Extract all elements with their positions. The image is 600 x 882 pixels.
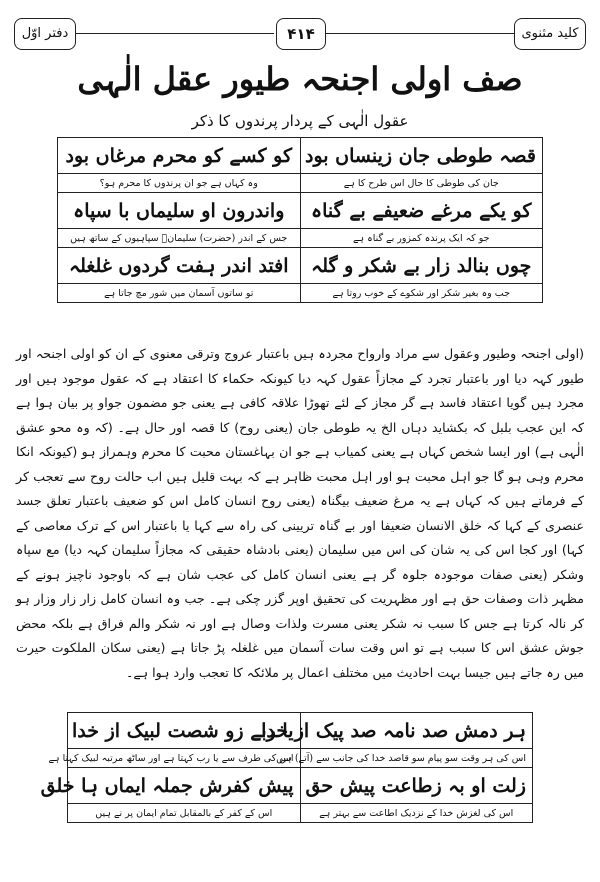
commentary-line: الملکوت حیرت میں رہ جاتے ہیں جیسا بہت احادیث میں مختلف اعمال پر ملائکہ کا تعجب وارد ہوا ہے۔ bbox=[16, 640, 584, 680]
commentary-line: کہ خلق الانسان ضعیفا اور بے گناہ تریینی کی راہ سے کہا یا باعتبار اس کے ترک معاصی کے کہا) اور کجا اس کی یہ bbox=[16, 517, 584, 557]
page-number: ۴۱۴ bbox=[276, 18, 326, 50]
verse-right: زلت او بہ زطاعت پیش حق bbox=[300, 768, 533, 804]
gloss-right: جو کہ ایک پرندہ کمزور بے گناہ ہے bbox=[300, 229, 543, 248]
gloss-left: اس کے کفر کے بالمقابل تمام ایمان پر نے ہیں bbox=[68, 804, 301, 823]
gloss-left: وہ کہاں ہے جو ان پرندوں کا محرم ہو؟ bbox=[58, 174, 301, 193]
commentary-paragraph bbox=[16, 342, 584, 710]
commentary-line: انسان کامل کی عجب شان ہے کہ باوجود ناچیز ہونے کے مظہر ذات وصفات حق ہے اور مظہریت کی تحقیق اوپر bbox=[16, 566, 584, 606]
commentary-line: روح) کا قصہ اور حال ہے۔ (کہ وہ محو عشق الٰہی ہے) اور ایسا شخص کہاں ہے یعنی کمیاب ہے جو ان بہاغستان محبت کا bbox=[16, 419, 585, 459]
verse-table-2 bbox=[40, 712, 533, 823]
commentary-line: گزر چکی ہے۔ جب وہ انسان کامل زار زار وزار ہو کر نالہ کرتا ہے جس کا سبب نہ شکر یعنی مسرت ولذات وصال ہے اور bbox=[16, 591, 584, 631]
verse-left: افتد اندر ہفت گردوں غلغلہ bbox=[58, 248, 301, 284]
gloss-left: تو ساتوں آسمان میں شور مچ جاتا ہے bbox=[58, 284, 301, 303]
verse-left: کو کسے کو محرم مرغاں بود bbox=[58, 138, 301, 174]
header-rule-right bbox=[326, 33, 514, 34]
verse-right: چوں بنالد زار بے شکر و گلہ bbox=[300, 248, 543, 284]
section-title: صف اولی اجنحہ طیور عقل الٰہی bbox=[77, 60, 523, 98]
gloss-left: جس کے اندر (حضرت) سلیمانؑ سپاہیوں کے ساتھ ہیں bbox=[58, 229, 301, 248]
volume-label: دفتر اوّل bbox=[14, 18, 76, 50]
header-rule-left bbox=[76, 33, 274, 34]
commentary-line: لئے تھوڑا علاقہ کافی ہے یعنی جو مضمون جواو پر بیان ہوا ہے کہ این عجب بلبل کہ بکشاید دہاں الخ یہ طوطی جان (یعنی bbox=[16, 395, 584, 435]
commentary-line: شان کی اس میں سلیمان (یعنی بادشاہ حقیقی کہ مجازاً سلیمان کہہ دیا) مع سپاہ وشکر (یعنی صفات موجودہ جلوہ گر ہے یعنی bbox=[16, 542, 584, 582]
page-header bbox=[14, 18, 586, 52]
gloss-left: اس کی طرف سے یا رب کہتا ہے اور ساٹھ مرتبہ لبیک کہتا ہے bbox=[68, 749, 301, 768]
commentary-line: (اولی اجنحہ وطیور وعقول سے مراد وارواح مجردہ ہیں باعتبار عروج وترقی معنوی کے ان کو اولی اجنحہ اور طیور کہہ دیا اور bbox=[16, 346, 584, 386]
book-title: کلید مثنوی bbox=[514, 18, 586, 50]
section-subtitle: عقول الٰہی کے پردار پرندوں کا ذکر bbox=[191, 112, 409, 130]
verse-left: واندرون او سلیماں با سپاہ bbox=[58, 193, 301, 229]
commentary-line: نہ شکر والم فراق ہے بلکہ محض جوش عشق اس کا سبب ہے تو اس وقت سات آسمان میں غلغلہ پڑ جاتا ہے (یعنی سکان bbox=[16, 615, 584, 655]
verse-right: کو یکے مرغے ضعیفے بے گناہ bbox=[300, 193, 543, 229]
gloss-right: اس کی لغزش خدا کے نزدیک اطاعت سے بہتر ہے bbox=[300, 804, 533, 823]
verse-left: پیش کفرش جملہ ایماں ہا خلق bbox=[68, 768, 301, 804]
commentary-line: باعتبار تجرد کے مجازاً عقول کہہ دیا کیونکہ حکماء کا اعتقاد ہے کہ عقول موجود ہیں اور مجرد ہیں گویا اعتقاد فاسد ہے گر مجاز کے bbox=[16, 370, 585, 410]
verse-right: قصہ طوطی جان زینساں بود bbox=[300, 138, 543, 174]
gloss-right: جان کی طوطی کا حال اس طرح کا ہے bbox=[300, 174, 543, 193]
commentary-line: تعجب کر کے فرماتے ہیں کہ کہاں ہے یہ مرغ ضعیف بیگناہ (یعنی روح انسان کامل اس کو ضعیف باعتبار تعلق جسد عنصری کے کہا bbox=[16, 468, 584, 533]
verse-right: ہر دمش صد نامہ صد پیک از خدا bbox=[300, 713, 533, 749]
verse-table-1 bbox=[57, 137, 543, 303]
verse-left: یا ربے زو شصت لبیک از خدا bbox=[68, 713, 301, 749]
gloss-right: اس کی ہر وقت سو پیام سو قاصد خدا کی جانب سے (آتے) ہیں bbox=[300, 749, 533, 768]
commentary-line: محرم وہمراز ہو (کیونکہ انکا محرم وہی ہو گا جو اہل محبت ہو اور اہل محبت ظاہر ہے کہ بہت قلیل ہیں اب حالت روح سے bbox=[16, 444, 584, 484]
gloss-right: جب وہ بغیر شکر اور شکوے کے خوب روتا ہے bbox=[300, 284, 543, 303]
